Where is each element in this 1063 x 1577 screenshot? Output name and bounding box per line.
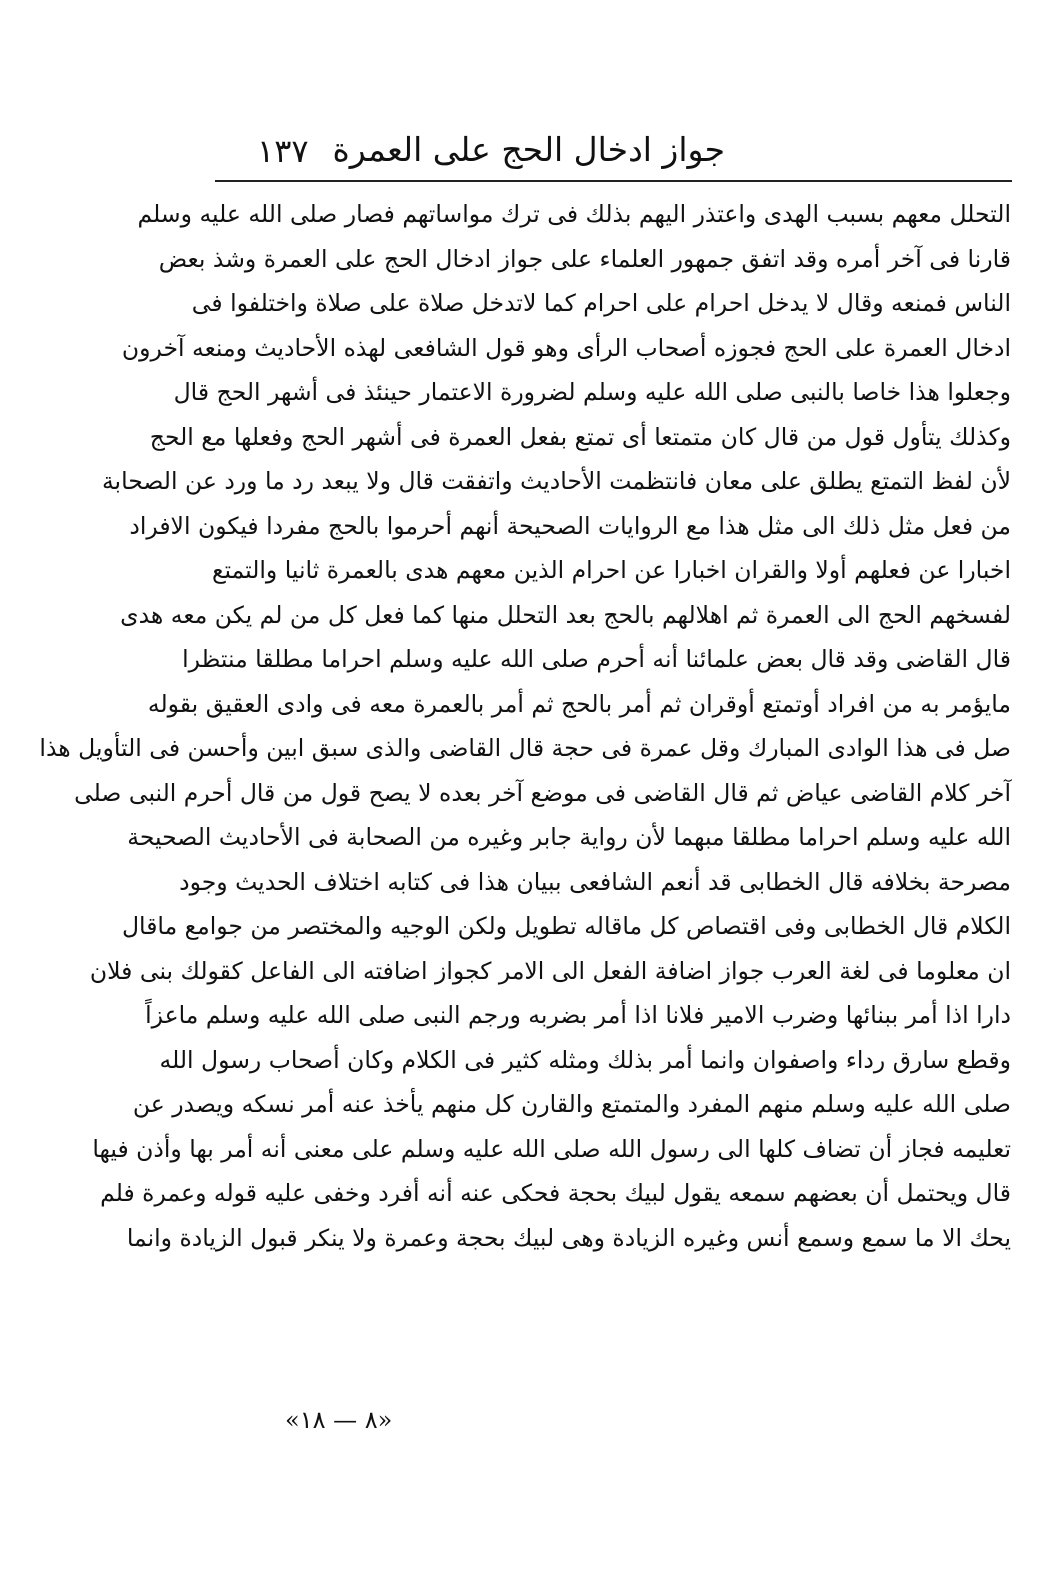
text-line: مصرحة بخلافه قال الخطابى قد أنعم الشافعى ببيان هذا فى كتابه اختلاف الحديث وجود [179, 867, 1011, 896]
text-line: يحك الا ما سمع وسمع أنس وغيره الزيادة وهى لبيك بحجة وعمرة ولا ينكر قبول الزيادة وانما [126, 1223, 1011, 1252]
header-rule [215, 180, 1012, 182]
text-line: مايؤمر به من افراد أوتمتع أوقران ثم أمر بالحج ثم أمر بالعمرة معه فى وادى العقيق بقوله [147, 689, 1011, 718]
signature-mark: «٨ — ١٨» [285, 1406, 393, 1434]
text-line: ان معلوما فى لغة العرب جواز اضافة الفعل الى الامر كجواز اضافته الى الفاعل كقولك بنى فلان [89, 956, 1011, 985]
text-line: تعليمه فجاز أن تضاف كلها الى رسول الله صلى الله عليه وسلم على معنى أنه أمر بها وأذن فيها [92, 1134, 1011, 1163]
text-line: اخبارا عن فعلهم أولا والقران اخبارا عن احرام الذين معهم هدى بالعمرة ثانيا والتمتع [211, 556, 1011, 584]
text-line: قال ويحتمل أن بعضهم سمعه يقول لبيك بحجة فحكى عنه أنه أفرد وخفى عليه قوله وعمرة فلم [100, 1179, 1011, 1207]
text-line: من فعل مثل ذلك الى مثل هذا مع الروايات الصحيحة أنهم أحرموا بالحج مفردا فيكون الافراد [129, 511, 1011, 540]
text-line: وجعلوا هذا خاصا بالنبى صلى الله عليه وسلم لضرورة الاعتمار حينئذ فى أشهر الحج قال [173, 378, 1011, 406]
text-line: قال القاضى وقد قال بعض علمائنا أنه أحرم صلى الله عليه وسلم احراما مطلقا منتظرا [182, 645, 1011, 673]
text-line: وقطع سارق رداء واصفوان وانما أمر بذلك ومثله كثير فى الكلام وكان أصحاب رسول الله [159, 1045, 1011, 1074]
text-line: آخر كلام القاضى عياض ثم قال القاضى فى موضع آخر بعده لا يصح قول من قال أحرم النبى صلى [74, 778, 1011, 807]
text-line: لأن لفظ التمتع يطلق على معان فانتظمت الأحاديث واتفقت قال ولا يبعد رد ما ورد عن الصحابة [101, 467, 1011, 495]
text-line: صل فى هذا الوادى المبارك وقل عمرة فى حجة قال القاضى والذى سبق ابين وأحسن فى التأويل هذا [39, 734, 1011, 762]
text-line: الله عليه وسلم احراما مطلقا مبهما لأن رواية جابر وغيره من الصحابة فى الأحاديث الصحيحة [127, 823, 1011, 851]
running-title: جواز ادخال الحج على العمرة [332, 130, 725, 169]
text-line: ادخال العمرة على الحج فجوزه أصحاب الرأى وهو قول الشافعى لهذه الأحاديث ومنعه آخرون [121, 333, 1011, 362]
body-text [39, 192, 1011, 1382]
text-line: صلى الله عليه وسلم منهم المفرد والمتمتع والقارن كل منهم يأخذ عنه أمر نسكه ويصدر عن [132, 1090, 1011, 1118]
text-line: وكذلك يتأول قول من قال كان متمتعا أى تمتع بفعل العمرة فى أشهر الحج وفعلها مع الحج [149, 422, 1011, 451]
text-line: لفسخهم الحج الى العمرة ثم اهلالهم بالحج بعد التحلل منها كما فعل كل من لم يكن معه هدى [120, 600, 1011, 629]
text-line: دارا اذا أمر ببنائها وضرب الامير فلانا اذا أمر بضربه ورجم النبى صلى الله عليه وسلم ماعزاً [145, 1001, 1011, 1029]
page-number: ١٣٧ [257, 132, 309, 170]
page-header [215, 128, 1015, 178]
text-line: الكلام قال الخطابى وفى اقتصاص كل ماقاله تطويل ولكن الوجيه والمختصر من جوامع ماقال [121, 912, 1011, 940]
text-line: الناس فمنعه وقال لا يدخل احرام على احرام كما لاتدخل صلاة على صلاة واختلفوا فى [191, 289, 1011, 317]
text-line: قارنا فى آخر أمره وقد اتفق جمهور العلماء على جواز ادخال الحج على العمرة وشذ بعض [158, 244, 1011, 273]
text-line: التحلل معهم بسبب الهدى واعتذر اليهم بذلك فى ترك مواساتهم فصار صلى الله عليه وسلم [137, 200, 1011, 228]
